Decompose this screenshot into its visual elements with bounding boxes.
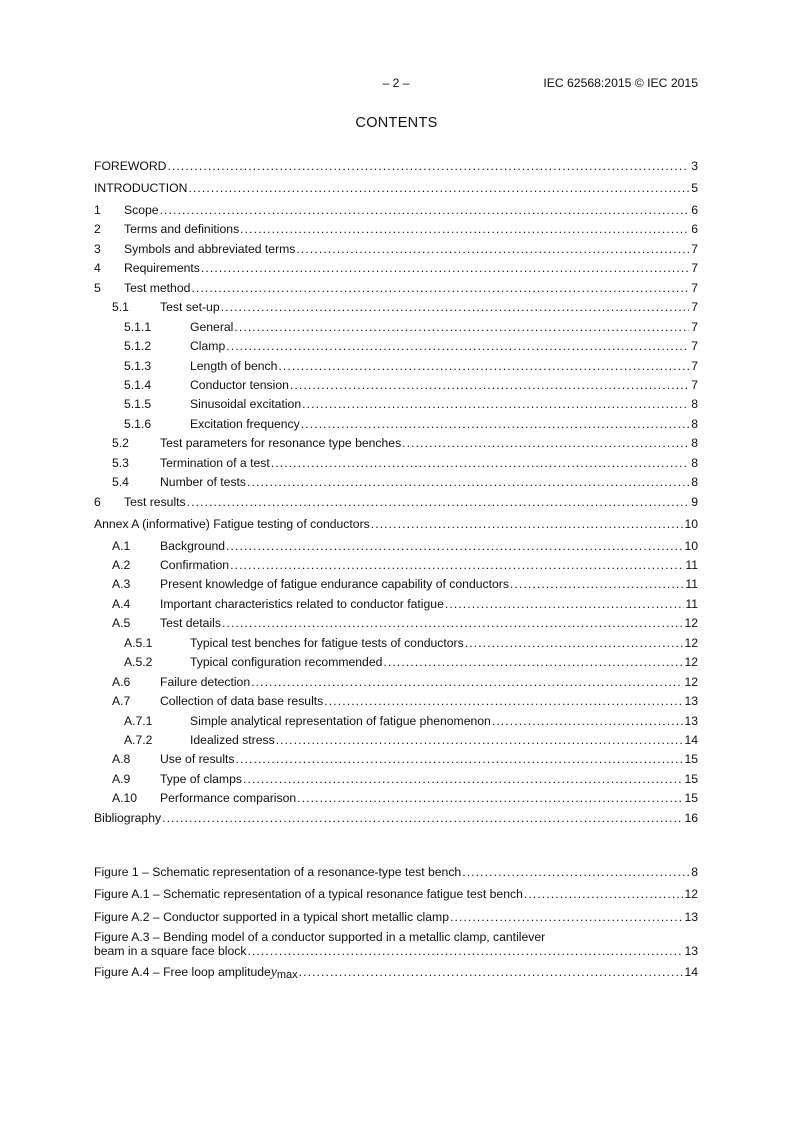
toc-entry-page: 8: [691, 475, 698, 490]
toc-entry-number: A.3: [112, 577, 131, 592]
dot-leader: [402, 435, 689, 451]
toc-entry-page: 13: [684, 713, 698, 728]
toc-entry[interactable]: [94, 299, 698, 318]
page-header: [94, 76, 698, 92]
toc-entry-page: 6: [691, 222, 698, 237]
toc-entry-page: 11: [685, 596, 698, 611]
toc-entry-page: 7: [691, 358, 698, 373]
toc-entry-title: Simple analytical representation of fatigue phenomenon: [190, 713, 491, 728]
toc-entry-number: 2: [94, 222, 101, 237]
toc-entry-title: Excitation frequency: [190, 416, 300, 431]
toc-entry-title: Test details: [160, 616, 221, 631]
page-title: CONTENTS: [355, 115, 438, 131]
toc-entry-title: Test method: [124, 280, 191, 295]
dot-leader: [236, 751, 684, 767]
dot-leader: [230, 557, 684, 573]
toc-entry-page: 10: [684, 538, 698, 553]
toc-entry-page: 7: [691, 241, 698, 256]
toc-entry-page: 12: [684, 674, 698, 689]
toc-entry-title: Typical test benches for fatigue tests of conductors: [190, 635, 464, 650]
toc-entry[interactable]: [94, 751, 698, 770]
toc-entry[interactable]: [94, 377, 698, 396]
toc-entry-title: Symbols and abbreviated terms: [124, 241, 296, 256]
dot-leader: [187, 494, 689, 510]
toc-entry-page: 6: [691, 203, 698, 217]
toc-entry-page: 8: [691, 397, 698, 412]
toc-entry-title: Test parameters for resonance type benches: [160, 436, 402, 451]
toc-entry-number: 5.1.2: [124, 339, 152, 354]
toc-entry-number: 4: [94, 261, 101, 276]
toc-entry[interactable]: [94, 557, 698, 576]
toc-entry-title: Length of bench: [190, 358, 278, 373]
toc-entry[interactable]: [94, 615, 698, 634]
toc-entry-page: 10: [684, 516, 698, 531]
dot-leader: [226, 538, 683, 554]
toc-entry[interactable]: [94, 732, 698, 751]
toc-entry[interactable]: [94, 396, 698, 415]
figure-entry[interactable]: [94, 909, 698, 931]
toc-entry[interactable]: [94, 435, 698, 454]
figure-entry[interactable]: [94, 886, 698, 908]
toc-entry-title: INTRODUCTION: [94, 181, 188, 195]
toc-entry-number: A.1: [112, 538, 131, 553]
figure-entry-page: 8: [691, 865, 698, 879]
dot-leader: [162, 810, 683, 826]
toc-entry-title: Use of results: [160, 752, 235, 767]
dot-leader: [226, 338, 689, 354]
toc-entry[interactable]: [94, 358, 698, 377]
toc-entry[interactable]: [94, 280, 698, 299]
dot-leader: [462, 864, 689, 880]
toc-entry[interactable]: [94, 494, 698, 516]
dot-leader: [445, 596, 685, 612]
toc-entry-number: 5.1.6: [124, 416, 152, 431]
toc-entry-number: 5.1.5: [124, 397, 152, 412]
toc-entry-page: 12: [684, 655, 698, 670]
toc-entry-title: Performance comparison: [160, 791, 297, 806]
figure-entry-page: 13: [684, 909, 698, 924]
toc-entry[interactable]: [94, 221, 698, 240]
dot-leader: [240, 221, 689, 237]
toc-entry[interactable]: [94, 260, 698, 279]
dot-leader: [324, 693, 683, 709]
ymax-symbol: [271, 964, 298, 981]
toc-entry-number: 5: [94, 280, 101, 295]
toc-entry-number: A.7.2: [124, 732, 153, 747]
toc-entry-title: Requirements: [124, 261, 200, 276]
figure-entry-title: Figure A.2 – Conductor supported in a typical short metallic clamp: [94, 909, 449, 924]
toc-entry-number: 5.4: [112, 475, 129, 490]
toc-entry-number: A.7.1: [124, 713, 153, 728]
dot-leader: [188, 180, 689, 196]
dot-leader: [465, 635, 684, 651]
toc-entry-number: A.5: [112, 616, 131, 631]
toc-entry-page: 7: [691, 280, 698, 295]
dot-leader: [247, 474, 689, 490]
toc-entry-number: A.6: [112, 674, 131, 689]
toc-entry[interactable]: [94, 474, 698, 493]
toc-entry-page: 3: [691, 159, 698, 173]
toc-entry-title: General: [190, 319, 234, 334]
toc-entry-title: Present knowledge of fatigue endurance capability of conductors: [160, 577, 509, 592]
toc-entry-title: Number of tests: [160, 475, 247, 490]
toc-entry[interactable]: [94, 516, 698, 538]
toc-entry-page: 16: [684, 810, 698, 825]
dot-leader: [222, 615, 683, 631]
toc-entry[interactable]: [94, 790, 698, 809]
toc-entry-page: 11: [685, 558, 698, 572]
toc-entry-number: 5.3: [112, 455, 129, 470]
table-of-contents: [94, 158, 698, 829]
toc-entry-page: 11: [685, 577, 698, 592]
dot-leader: [191, 280, 689, 296]
toc-entry[interactable]: [94, 713, 698, 732]
toc-entry-page: 15: [684, 771, 698, 786]
toc-entry-number: A.4: [112, 596, 131, 611]
toc-entry-page: 15: [684, 752, 698, 767]
toc-entry[interactable]: [94, 338, 698, 357]
figure-entry-title: Figure 1 – Schematic representation of a resonance-type test bench: [94, 865, 462, 879]
toc-entry[interactable]: [94, 241, 698, 260]
toc-entry-number: 5.2: [112, 436, 129, 451]
toc-entry-number: 3: [94, 241, 101, 256]
toc-entry-title: Background: [160, 538, 226, 553]
figure-entry-page: 14: [684, 965, 698, 980]
toc-entry[interactable]: [94, 674, 698, 693]
toc-entry[interactable]: [94, 810, 698, 829]
dot-leader: [492, 713, 684, 729]
dot-leader: [276, 732, 684, 748]
dot-leader: [524, 886, 684, 902]
toc-entry-number: A.10: [112, 791, 138, 806]
toc-entry[interactable]: [94, 319, 698, 338]
dot-leader: [299, 964, 684, 980]
toc-entry-title: FOREWORD: [94, 159, 167, 173]
toc-entry-title: Clamp: [190, 339, 226, 354]
toc-entry[interactable]: [94, 654, 698, 673]
toc-entry[interactable]: [94, 596, 698, 615]
toc-entry[interactable]: [94, 202, 698, 221]
toc-entry-page: 7: [691, 319, 698, 334]
page-number: – 2 –: [382, 76, 410, 90]
dot-leader: [371, 516, 684, 532]
toc-entry[interactable]: [94, 158, 698, 180]
symbol-subscript: max: [276, 969, 298, 982]
toc-entry[interactable]: [94, 693, 698, 712]
toc-entry-title: Terms and definitions: [124, 222, 240, 237]
toc-entry-number: 6: [94, 494, 101, 509]
toc-entry-page: 7: [691, 261, 698, 276]
dot-leader: [450, 909, 683, 925]
toc-entry[interactable]: [94, 538, 698, 557]
toc-entry-title: Type of clamps: [160, 771, 242, 786]
dot-leader: [510, 576, 684, 592]
toc-entry-number: 5.1.3: [124, 358, 152, 373]
toc-entry-number: 5.1.4: [124, 377, 152, 392]
figure-entry[interactable]: [94, 964, 698, 986]
toc-entry-title: Test set-up: [160, 300, 220, 315]
figure-entry-title-line2: beam in a square face block: [94, 944, 247, 959]
dot-leader: [383, 654, 683, 670]
dot-leader: [271, 455, 689, 471]
toc-entry-number: A.8: [112, 752, 131, 767]
toc-entry[interactable]: [94, 180, 698, 202]
figure-entry-title: Figure A.4 – Free loop amplitude: [94, 965, 271, 980]
toc-entry-page: 8: [691, 416, 698, 431]
toc-entry-number: A.7: [112, 694, 131, 709]
figure-entry-continuation: [94, 944, 698, 958]
dot-leader: [302, 396, 689, 412]
dot-leader: [290, 377, 689, 393]
figure-entry-page: 12: [684, 887, 698, 902]
toc-entry-title: Idealized stress: [190, 732, 275, 747]
figure-entry-title: Figure A.3 – Bending model of a conductor supported in a metallic clamp, cantilever: [94, 930, 546, 945]
dot-leader: [301, 416, 689, 432]
dot-leader: [247, 944, 683, 958]
figure-entry[interactable]: [94, 864, 698, 886]
symbol-variable: y: [270, 964, 277, 980]
toc-entry-page: 7: [691, 339, 698, 354]
toc-entry-title: Annex A (informative) Fatigue testing of conductors: [94, 516, 370, 531]
toc-entry-page: 7: [691, 377, 698, 392]
dot-leader: [278, 358, 689, 374]
figure-entry[interactable]: [94, 931, 698, 958]
toc-entry-page: 15: [684, 791, 698, 806]
toc-entry-page: 12: [684, 616, 698, 631]
dot-leader: [251, 674, 683, 690]
toc-entry-page: 8: [691, 455, 698, 470]
toc-entry-number: 5.1.1: [124, 319, 152, 334]
dot-leader: [234, 319, 689, 335]
toc-entry-page: 5: [691, 181, 698, 195]
toc-entry[interactable]: [94, 576, 698, 595]
figure-entry-title: Figure A.1 – Schematic representation of a typical resonance fatigue test bench: [94, 887, 523, 902]
dot-leader: [167, 158, 689, 174]
toc-entry-page: 8: [691, 436, 698, 451]
toc-entry-title: Test results: [124, 494, 186, 509]
toc-entry-title: Collection of data base results: [160, 694, 324, 709]
standard-reference: IEC 62568:2015 © IEC 2015: [543, 76, 698, 90]
toc-entry-title: Failure detection: [160, 674, 251, 689]
toc-entry-number: A.2: [112, 558, 131, 572]
toc-entry-title: Important characteristics related to conductor fatigue: [160, 596, 444, 611]
toc-entry-page: 14: [684, 732, 698, 747]
toc-entry[interactable]: [94, 635, 698, 654]
toc-entry-page: 9: [691, 494, 698, 509]
dot-leader: [243, 771, 683, 787]
toc-entry-page: 13: [684, 694, 698, 709]
toc-entry-title: Confirmation: [160, 558, 230, 572]
toc-entry-number: 1: [94, 203, 101, 217]
dot-leader: [221, 299, 689, 315]
toc-entry-page: 7: [691, 300, 698, 315]
toc-entry-title: Typical configuration recommended: [190, 655, 383, 670]
toc-entry-number: A.5.2: [124, 655, 153, 670]
toc-entry-page: 12: [684, 635, 698, 650]
dot-leader: [201, 260, 689, 276]
toc-entry-number: A.5.1: [124, 635, 153, 650]
toc-entry-number: 5.1: [112, 300, 129, 315]
toc-entry-title: Bibliography: [94, 810, 162, 825]
dot-leader: [296, 241, 689, 257]
toc-entry-title: Termination of a test: [160, 455, 270, 470]
toc-entry[interactable]: [94, 455, 698, 474]
toc-entry-title: Scope: [124, 203, 159, 217]
toc-entry-title: Sinusoidal excitation: [190, 397, 302, 412]
dot-leader: [297, 790, 683, 806]
toc-entry-number: A.9: [112, 771, 131, 786]
toc-entry[interactable]: [94, 416, 698, 435]
figure-entry-page: 13: [684, 944, 698, 959]
toc-entry[interactable]: [94, 771, 698, 790]
dot-leader: [160, 202, 689, 218]
list-of-figures: [94, 864, 698, 987]
toc-entry-title: Conductor tension: [190, 377, 289, 392]
